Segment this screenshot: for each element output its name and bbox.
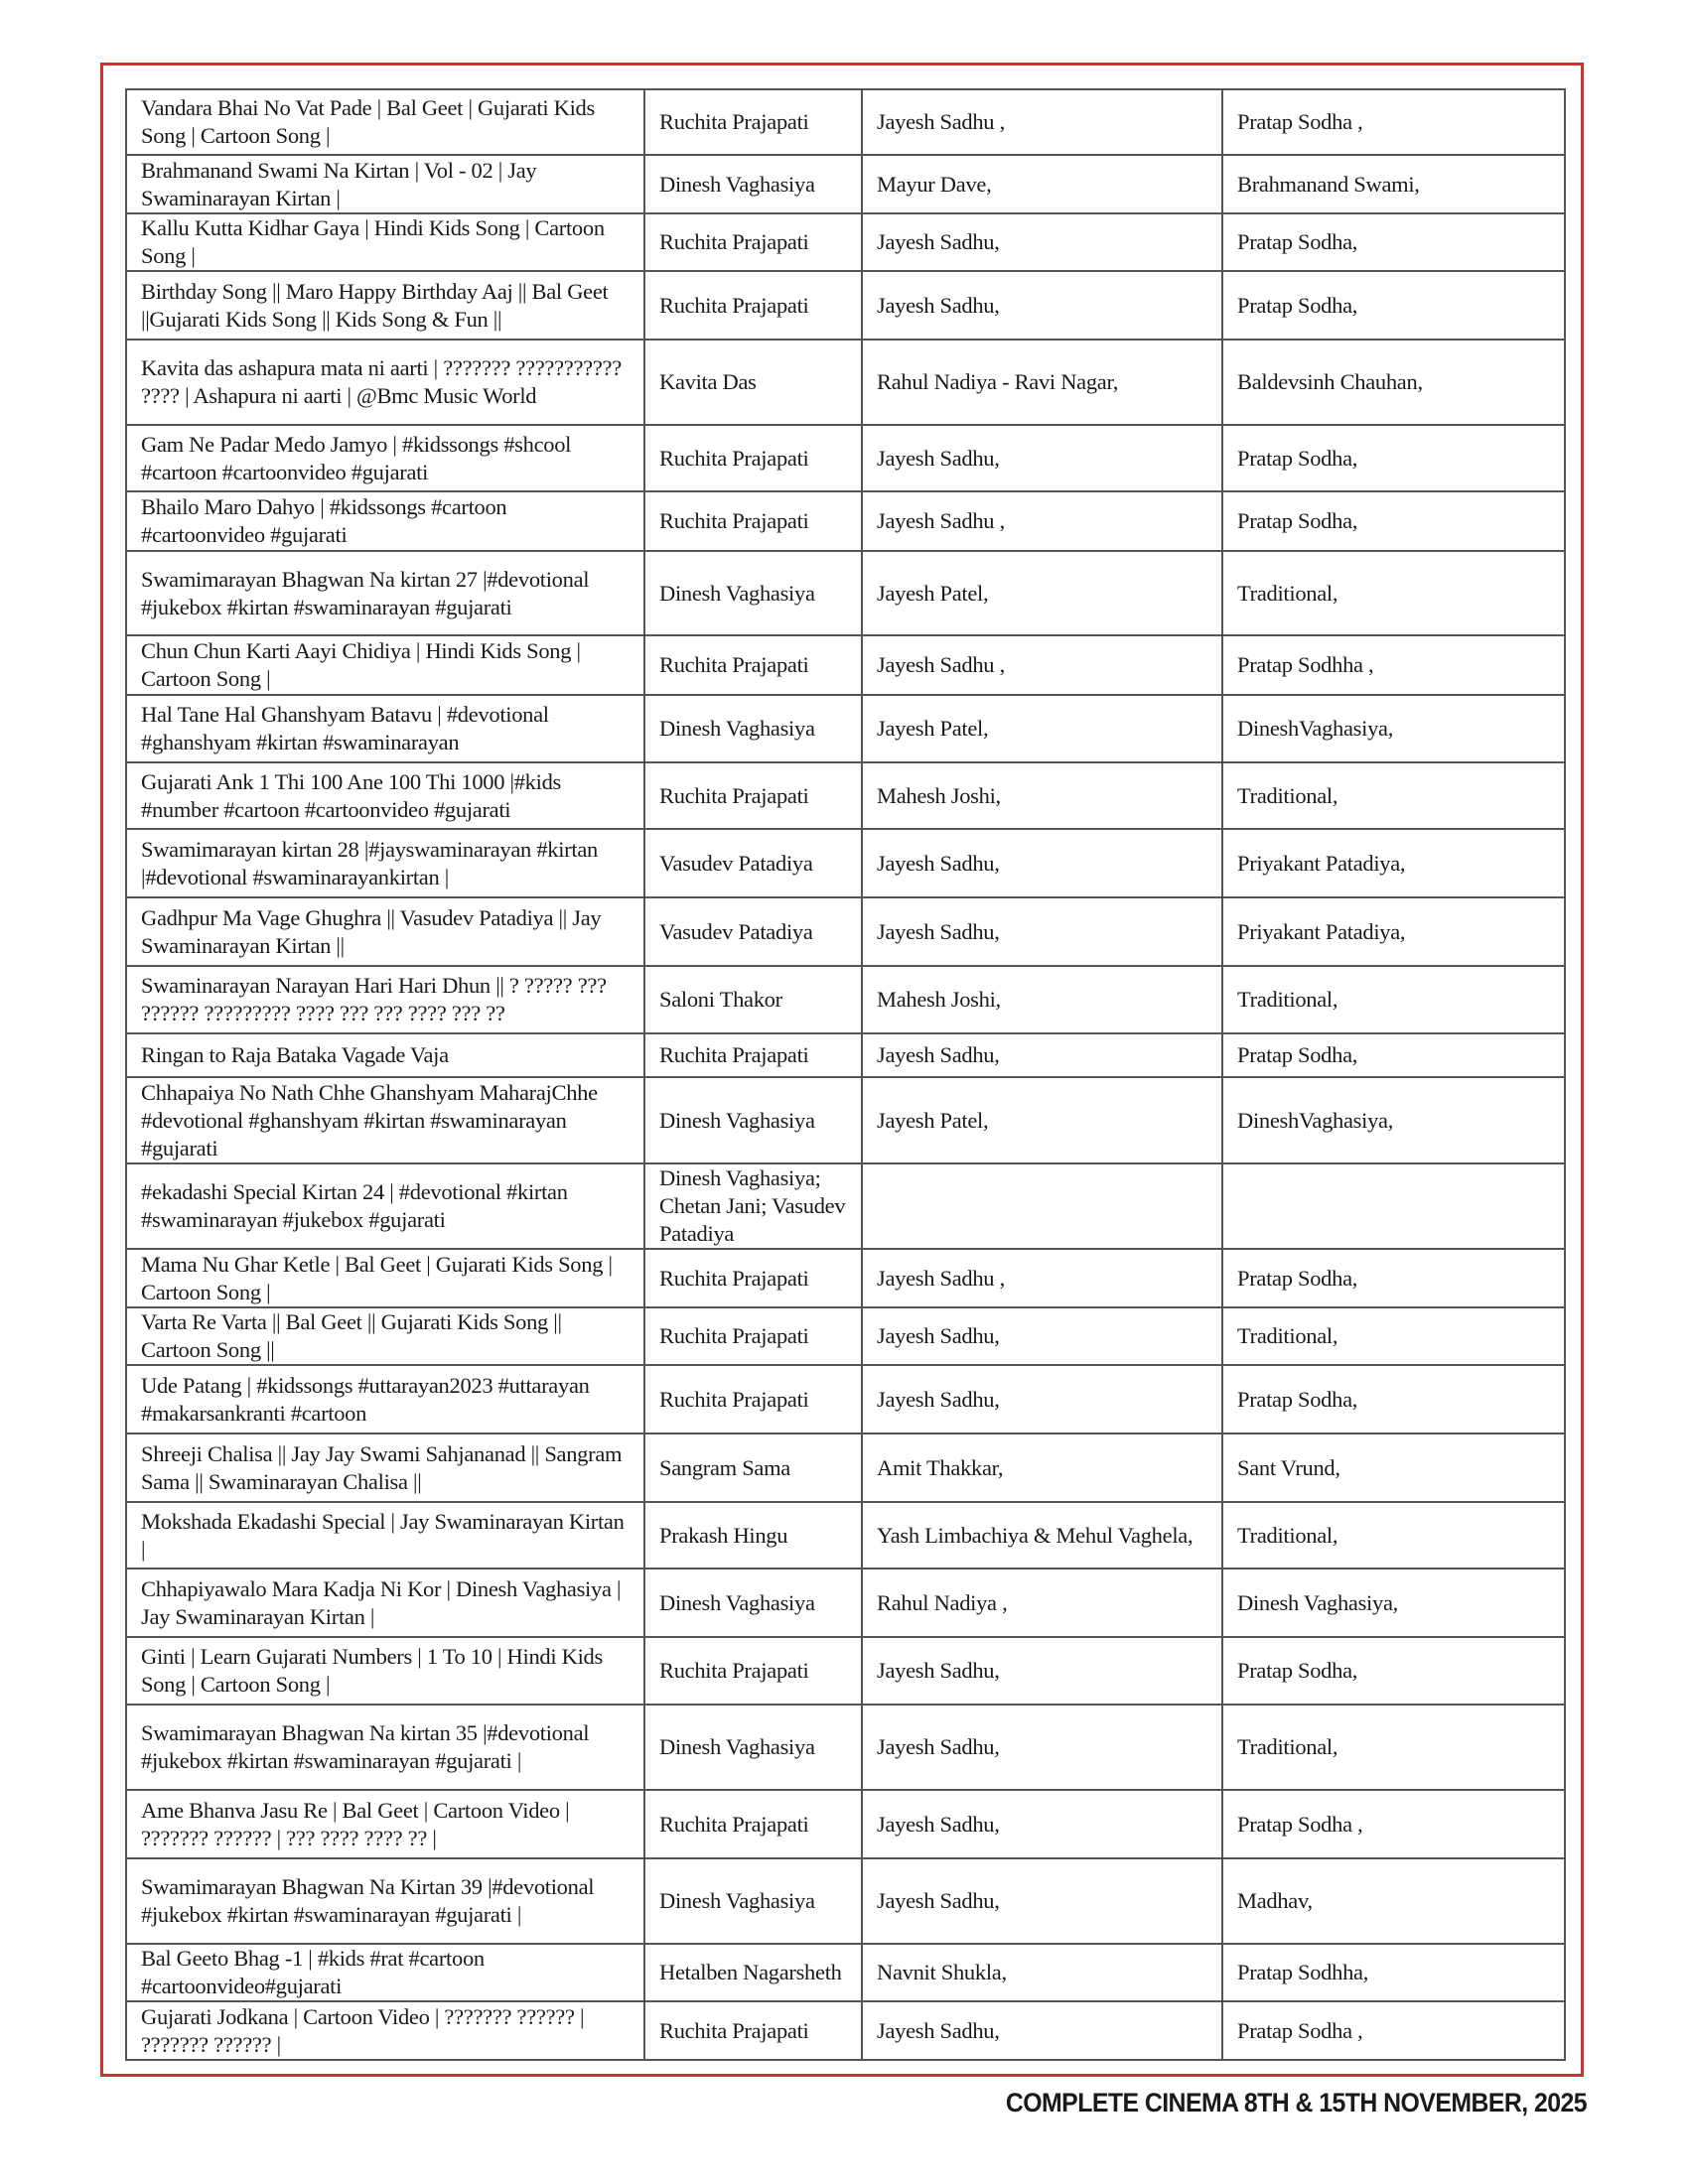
lyricist-cell: Pratap Sodha , [1222,89,1565,155]
lyricist-cell: Pratap Sodha , [1222,2001,1565,2060]
song-title-cell: Gujarati Jodkana | Cartoon Video | ??????? ?????? | ??????? ?????? | [126,2001,644,2060]
song-title-cell: Hal Tane Hal Ghanshyam Batavu | #devotional #ghanshyam #kirtan #swaminarayan [126,695,644,762]
song-title-cell: Swamimarayan Bhagwan Na Kirtan 39 |#devotional #jukebox #kirtan #swaminarayan #gujarati | [126,1858,644,1944]
song-title-cell: Bal Geeto Bhag -1 | #kids #rat #cartoon #cartoonvideo#gujarati [126,1944,644,2001]
music-director-cell: Yash Limbachiya & Mehul Vaghela, [862,1502,1222,1569]
singer-cell: Dinesh Vaghasiya [644,1569,862,1637]
table-row [126,1502,1565,1569]
singer-cell: Ruchita Prajapati [644,271,862,340]
table-row [126,1944,1565,2001]
lyricist-cell: DineshVaghasiya, [1222,1077,1565,1163]
singer-cell: Ruchita Prajapati [644,1790,862,1858]
singer-cell: Kavita Das [644,340,862,425]
table-row [126,155,1565,213]
lyricist-cell: Pratap Sodha, [1222,213,1565,271]
table-row [126,829,1565,897]
song-title-cell: #ekadashi Special Kirtan 24 | #devotional #kirtan #swaminarayan #jukebox #gujarati [126,1163,644,1249]
singer-cell: Dinesh Vaghasiya; Chetan Jani; Vasudev Patadiya [644,1163,862,1249]
music-director-cell: Jayesh Patel, [862,695,1222,762]
music-director-cell: Jayesh Sadhu, [862,271,1222,340]
song-title-cell: Varta Re Varta || Bal Geet || Gujarati Kids Song || Cartoon Song || [126,1307,644,1365]
song-title-cell: Chhapiyawalo Mara Kadja Ni Kor | Dinesh Vaghasiya | Jay Swaminarayan Kirtan | [126,1569,644,1637]
singer-cell: Ruchita Prajapati [644,491,862,551]
singer-cell: Ruchita Prajapati [644,89,862,155]
song-title-cell: Swamimarayan kirtan 28 |#jayswaminarayan #kirtan |#devotional #swaminarayankirtan | [126,829,644,897]
singer-cell: Dinesh Vaghasiya [644,1858,862,1944]
lyricist-cell: Baldevsinh Chauhan, [1222,340,1565,425]
song-title-cell: Ude Patang | #kidssongs #uttarayan2023 #uttarayan #makarsankranti #cartoon [126,1365,644,1433]
table-row [126,340,1565,425]
music-director-cell [862,1163,1222,1249]
song-title-cell: Bhailo Maro Dahyo | #kidssongs #cartoon #cartoonvideo #gujarati [126,491,644,551]
music-director-cell: Rahul Nadiya , [862,1569,1222,1637]
song-title-cell: Chhapaiya No Nath Chhe Ghanshyam MaharajChhe #devotional #ghanshyam #kirtan #swaminarayan #gujarati [126,1077,644,1163]
table-row [126,1569,1565,1637]
music-director-cell: Mahesh Joshi, [862,762,1222,829]
music-director-cell: Mahesh Joshi, [862,966,1222,1033]
table-row [126,966,1565,1033]
table-row [126,1163,1565,1249]
singer-cell: Sangram Sama [644,1433,862,1502]
table-row [126,89,1565,155]
lyricist-cell: Pratap Sodha, [1222,1033,1565,1077]
music-director-cell: Jayesh Sadhu, [862,1637,1222,1705]
music-director-cell: Jayesh Sadhu, [862,1705,1222,1790]
lyricist-cell: Pratap Sodha , [1222,1790,1565,1858]
table-row [126,1858,1565,1944]
singer-cell: Dinesh Vaghasiya [644,1705,862,1790]
lyricist-cell: Priyakant Patadiya, [1222,829,1565,897]
table-row [126,271,1565,340]
singer-cell: Ruchita Prajapati [644,1637,862,1705]
music-director-cell: Jayesh Sadhu, [862,1365,1222,1433]
singer-cell: Vasudev Patadiya [644,829,862,897]
song-title-cell: Mokshada Ekadashi Special | Jay Swaminarayan Kirtan | [126,1502,644,1569]
song-title-cell: Kallu Kutta Kidhar Gaya | Hindi Kids Song | Cartoon Song | [126,213,644,271]
lyricist-cell: Pratap Sodha, [1222,425,1565,491]
song-credits-table [125,88,1566,2061]
music-director-cell: Jayesh Sadhu, [862,425,1222,491]
lyricist-cell: Pratap Sodhha, [1222,1944,1565,2001]
lyricist-cell: Madhav, [1222,1858,1565,1944]
music-director-cell: Jayesh Sadhu, [862,1307,1222,1365]
music-director-cell: Jayesh Sadhu, [862,2001,1222,2060]
singer-cell: Ruchita Prajapati [644,1033,862,1077]
lyricist-cell: Pratap Sodha, [1222,491,1565,551]
song-title-cell: Gadhpur Ma Vage Ghughra || Vasudev Patadiya || Jay Swaminarayan Kirtan || [126,897,644,966]
lyricist-cell: Pratap Sodhha , [1222,635,1565,695]
song-title-cell: Gam Ne Padar Medo Jamyo | #kidssongs #shcool #cartoon #cartoonvideo #gujarati [126,425,644,491]
music-director-cell: Amit Thakkar, [862,1433,1222,1502]
singer-cell: Ruchita Prajapati [644,1249,862,1307]
song-title-cell: Swaminarayan Narayan Hari Hari Dhun || ? ????? ??? ?????? ????????? ???? ??? ??? ???? ??? ?? [126,966,644,1033]
table-row [126,1433,1565,1502]
table-row [126,635,1565,695]
music-director-cell: Jayesh Sadhu , [862,89,1222,155]
music-director-cell: Jayesh Sadhu, [862,1790,1222,1858]
singer-cell: Dinesh Vaghasiya [644,155,862,213]
music-director-cell: Jayesh Sadhu, [862,213,1222,271]
table-row [126,425,1565,491]
song-title-cell: Brahmanand Swami Na Kirtan | Vol - 02 | Jay Swaminarayan Kirtan | [126,155,644,213]
lyricist-cell: Traditional, [1222,762,1565,829]
song-title-cell: Ame Bhanva Jasu Re | Bal Geet | Cartoon Video | ??????? ?????? | ??? ???? ???? ?? | [126,1790,644,1858]
lyricist-cell: Traditional, [1222,1307,1565,1365]
lyricist-cell: Traditional, [1222,551,1565,635]
song-credits-table-body [126,89,1565,2060]
lyricist-cell: DineshVaghasiya, [1222,695,1565,762]
table-row [126,213,1565,271]
music-director-cell: Jayesh Patel, [862,1077,1222,1163]
table-row [126,551,1565,635]
singer-cell: Hetalben Nagarsheth [644,1944,862,2001]
music-director-cell: Mayur Dave, [862,155,1222,213]
singer-cell: Ruchita Prajapati [644,425,862,491]
music-director-cell: Jayesh Sadhu, [862,1033,1222,1077]
table-row [126,897,1565,966]
music-director-cell: Jayesh Sadhu , [862,635,1222,695]
lyricist-cell: Pratap Sodha, [1222,1365,1565,1433]
singer-cell: Ruchita Prajapati [644,635,862,695]
song-title-cell: Birthday Song || Maro Happy Birthday Aaj || Bal Geet ||Gujarati Kids Song || Kids Song & Fun || [126,271,644,340]
music-director-cell: Jayesh Sadhu , [862,1249,1222,1307]
lyricist-cell: Traditional, [1222,1705,1565,1790]
lyricist-cell: Priyakant Patadiya, [1222,897,1565,966]
singer-cell: Ruchita Prajapati [644,213,862,271]
song-title-cell: Swamimarayan Bhagwan Na kirtan 35 |#devotional #jukebox #kirtan #swaminarayan #gujarati | [126,1705,644,1790]
singer-cell: Ruchita Prajapati [644,1307,862,1365]
lyricist-cell: Dinesh Vaghasiya, [1222,1569,1565,1637]
music-director-cell: Rahul Nadiya - Ravi Nagar, [862,340,1222,425]
singer-cell: Dinesh Vaghasiya [644,695,862,762]
song-title-cell: Swamimarayan Bhagwan Na kirtan 27 |#devotional #jukebox #kirtan #swaminarayan #gujarati [126,551,644,635]
song-title-cell: Mama Nu Ghar Ketle | Bal Geet | Gujarati Kids Song | Cartoon Song | [126,1249,644,1307]
music-director-cell: Jayesh Patel, [862,551,1222,635]
lyricist-cell: Sant Vrund, [1222,1433,1565,1502]
singer-cell: Ruchita Prajapati [644,2001,862,2060]
lyricist-cell [1222,1163,1565,1249]
table-row [126,1365,1565,1433]
music-director-cell: Jayesh Sadhu, [862,1858,1222,1944]
song-title-cell: Kavita das ashapura mata ni aarti | ??????? ??????????? ???? | Ashapura ni aarti | @Bmc Music World [126,340,644,425]
table-row [126,1033,1565,1077]
song-title-cell: Vandara Bhai No Vat Pade | Bal Geet | Gujarati Kids Song | Cartoon Song | [126,89,644,155]
table-row [126,1705,1565,1790]
lyricist-cell: Brahmanand Swami, [1222,155,1565,213]
table-row [126,762,1565,829]
music-director-cell: Jayesh Sadhu, [862,829,1222,897]
lyricist-cell: Traditional, [1222,1502,1565,1569]
table-row [126,695,1565,762]
lyricist-cell: Pratap Sodha, [1222,1637,1565,1705]
song-title-cell: Shreeji Chalisa || Jay Jay Swami Sahjananad || Sangram Sama || Swaminarayan Chalisa || [126,1433,644,1502]
song-title-cell: Gujarati Ank 1 Thi 100 Ane 100 Thi 1000 |#kids #number #cartoon #cartoonvideo #gujarati [126,762,644,829]
singer-cell: Saloni Thakor [644,966,862,1033]
music-director-cell: Jayesh Sadhu, [862,897,1222,966]
singer-cell: Dinesh Vaghasiya [644,551,862,635]
singer-cell: Vasudev Patadiya [644,897,862,966]
table-row [126,2001,1565,2060]
table-row [126,1790,1565,1858]
singer-cell: Dinesh Vaghasiya [644,1077,862,1163]
music-director-cell: Navnit Shukla, [862,1944,1222,2001]
table-row [126,491,1565,551]
singer-cell: Ruchita Prajapati [644,1365,862,1433]
lyricist-cell: Pratap Sodha, [1222,1249,1565,1307]
table-row [126,1249,1565,1307]
singer-cell: Ruchita Prajapati [644,762,862,829]
table-row [126,1077,1565,1163]
singer-cell: Prakash Hingu [644,1502,862,1569]
song-title-cell: Ringan to Raja Bataka Vagade Vaja [126,1033,644,1077]
song-title-cell: Ginti | Learn Gujarati Numbers | 1 To 10 | Hindi Kids Song | Cartoon Song | [126,1637,644,1705]
publication-footer: COMPLETE CINEMA 8TH & 15TH NOVEMBER, 2025 [1005,2088,1587,2117]
table-row [126,1307,1565,1365]
song-title-cell: Chun Chun Karti Aayi Chidiya | Hindi Kids Song | Cartoon Song | [126,635,644,695]
table-row [126,1637,1565,1705]
lyricist-cell: Pratap Sodha, [1222,271,1565,340]
music-director-cell: Jayesh Sadhu , [862,491,1222,551]
lyricist-cell: Traditional, [1222,966,1565,1033]
